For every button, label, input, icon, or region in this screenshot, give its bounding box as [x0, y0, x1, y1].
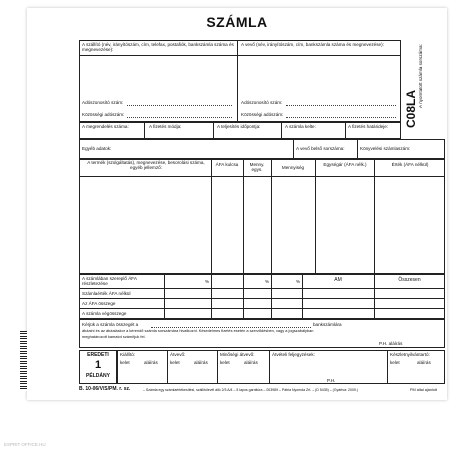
payment-line-1b: bankszámlára	[313, 322, 342, 327]
payment-deadline-label: A fizetés határideje:	[348, 124, 389, 129]
watermark-text: ESPRIT OFFICE.HU	[4, 442, 46, 447]
totals-vat-breakdown-label: A számlában szereplő ÁFA részletezése	[82, 276, 137, 287]
form-print-note: – Számla egy számlaértékesítési, szállítólevél álló 2/3 A/4 – 5 lapos garnitúra – 003989 – Pátria Nyomda Zrt. – (D 5435) – (Gyártva: 2009.)	[143, 388, 358, 392]
copy-number: 1	[94, 359, 102, 371]
col-unit: Menny. egys.	[249, 162, 265, 173]
issuer-title: Kiállító:	[120, 352, 136, 357]
buyer-internal-number-label: A vevő belső sorszáma:	[296, 146, 345, 151]
invoice-date-label: A számla kelte:	[285, 124, 316, 129]
ph-signature-label: P.H. aláírás	[379, 341, 403, 346]
payment-line-2: átutalni és az átutaláskor a kérendő számla sorszámára hivatkozni. Késedelmes fizetés esetén a szerződésben, vagy a jogszabályban	[82, 328, 314, 333]
percent-sign-1: %	[205, 279, 210, 284]
receiver-signature: aláírás	[194, 360, 208, 365]
sum-label: Összesen	[398, 277, 421, 283]
invoice-title: SZÁMLA	[206, 14, 268, 30]
form-code: B. 10-06/V/S/PM. r. sz.	[79, 386, 131, 392]
side-label: A nyomtatott számla sorszáma:	[418, 44, 423, 108]
invoice-sheet	[27, 8, 447, 400]
accounting-number-label: Könyvelési számlaszám:	[360, 146, 411, 151]
copy-sub: PÉLDÁNY	[86, 373, 110, 379]
quality-receiver-signature: aláírás	[244, 360, 258, 365]
percent-sign-3: %	[296, 279, 301, 284]
col-value: Érték (ÁFA nélkül)	[391, 162, 429, 167]
supplier-community-tax-id: Közösségi adószám:	[82, 112, 125, 117]
col-unit-price: Egységár (ÁFA nélk.)	[323, 162, 367, 167]
issuer-signature: aláírás	[144, 360, 158, 365]
quality-receiver-title: Minőségi átvevő:	[220, 352, 255, 357]
inventory-keeper-title: Készletnyilvántartó:	[390, 352, 430, 357]
percent-sign-2: %	[265, 279, 270, 284]
col-product: A termék (szolgáltatás), megnevezése, besorolási száma, egyéb jellemző:	[87, 160, 205, 171]
totals-vat-amount-label: Az ÁFA összege	[82, 301, 116, 306]
buyer-label: A vevő (név, irányítószám, cím, bankszámla száma és megnevezése):	[241, 42, 384, 47]
supplier-tax-id: Adószonosító szám:	[82, 100, 124, 105]
inventory-keeper-date: kelet	[390, 360, 400, 365]
payment-method-label: A fizetés módja:	[149, 124, 182, 129]
issuer-date: kelet	[120, 360, 130, 365]
side-code: C08LA	[404, 89, 418, 128]
fulfillment-date-label: A teljesítés időpontja:	[217, 124, 261, 129]
am-label: AM	[334, 277, 342, 283]
receiver-title: Átvevő:	[170, 352, 186, 357]
payment-line-1a: Kérjük a számla összegét a	[82, 322, 139, 327]
totals-net-label: Számlaérték ÁFA nélkül	[82, 291, 131, 296]
inventory-keeper-signature: aláírás	[417, 360, 431, 365]
receiver-date: kelet	[170, 360, 180, 365]
order-number-label: A megrendelés száma:	[82, 124, 129, 129]
barcode	[20, 331, 27, 391]
receipt-notes-title: Átvételi feljegyzések:	[272, 352, 315, 357]
payment-line-3: meghatározott kamatot számítjuk fel.	[82, 334, 146, 339]
buyer-community-tax-id: Közösségi adószám:	[241, 112, 284, 117]
recommended-note: PM által ajánlott	[410, 388, 438, 392]
copy-label: EREDETI	[87, 352, 109, 358]
buyer-tax-id: Adószonosító szám:	[241, 100, 283, 105]
col-vat-key: ÁFA kulcsa	[215, 162, 239, 167]
ph-stamp-label: P.H.	[327, 378, 336, 383]
totals-grand-total-label: A számla végösszege	[82, 311, 127, 316]
supplier-label: A szállító (név, irányítószám, cím, telefax, postafiók, bankszámla száma és megnevezése):	[82, 42, 234, 53]
other-data-label: Egyéb adatok:	[82, 146, 112, 151]
col-quantity: Mennyiség	[281, 165, 305, 170]
quality-receiver-date: kelet	[220, 360, 230, 365]
